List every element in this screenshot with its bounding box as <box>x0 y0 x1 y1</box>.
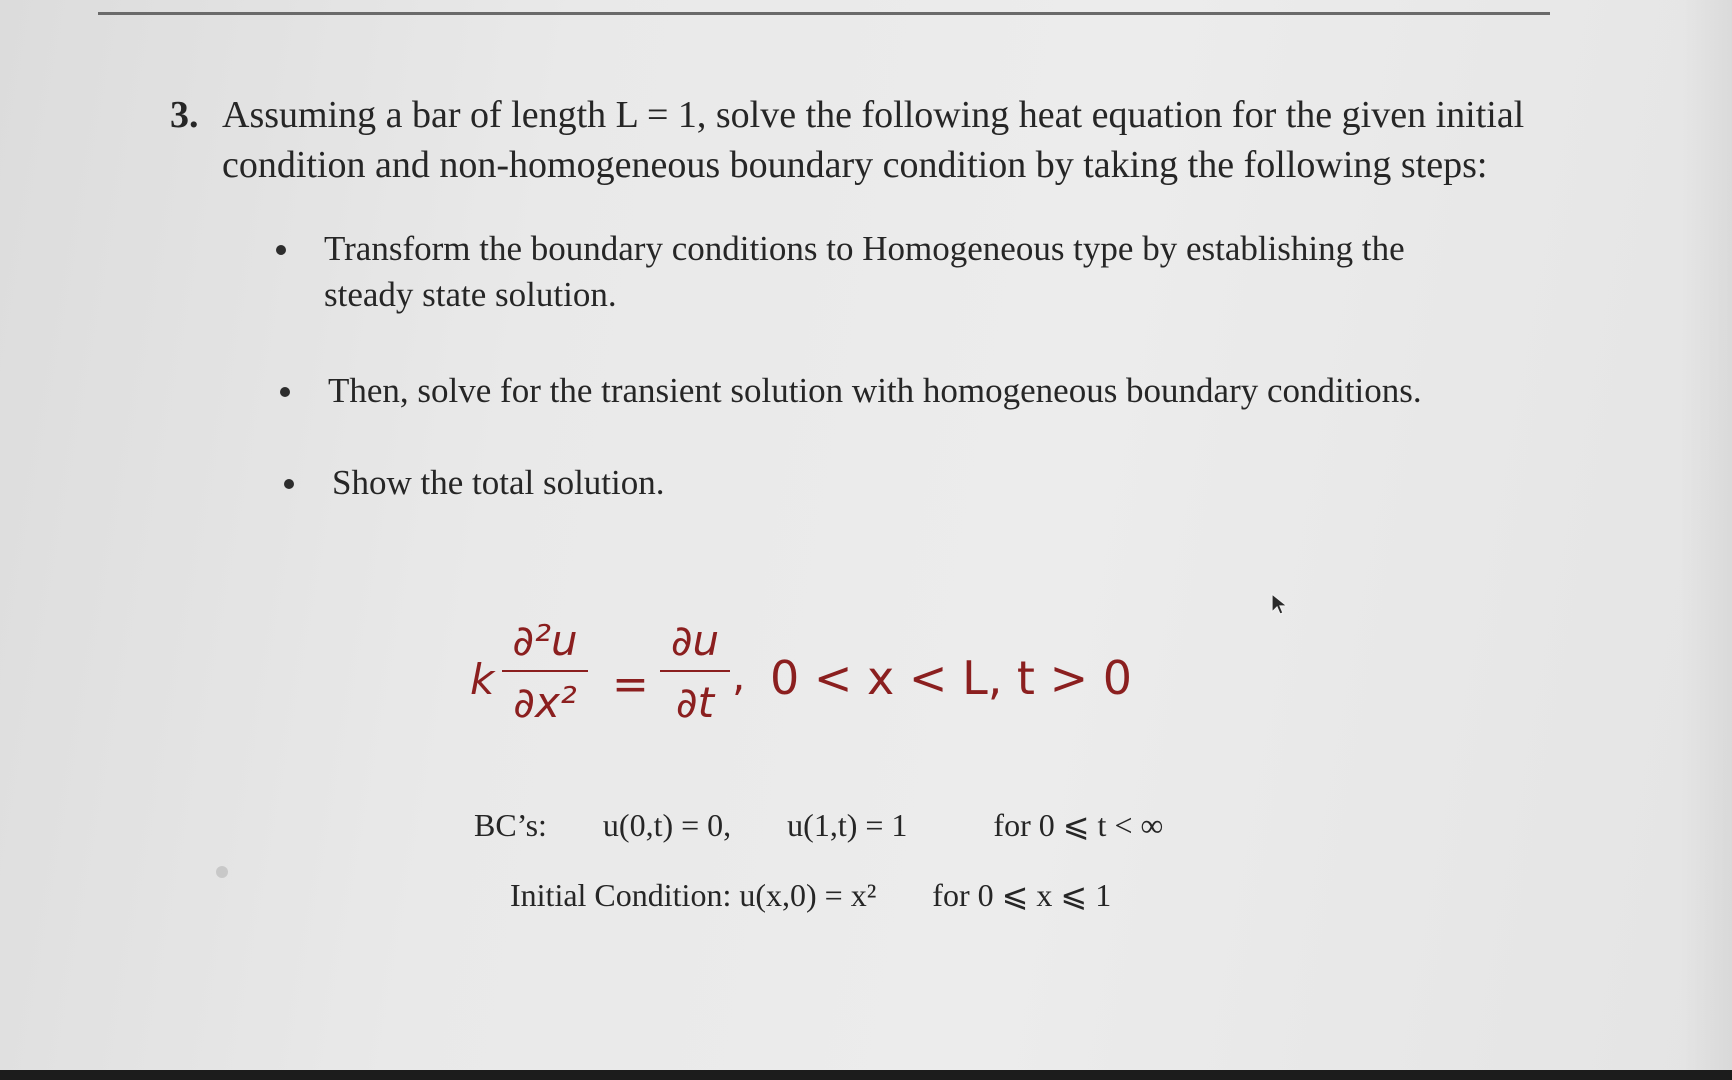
step-text: Then, solve for the transient solution with homogeneous boundary conditions. <box>328 371 1422 410</box>
equation-separator: , <box>732 651 746 700</box>
step-text: Show the total solution. <box>332 463 665 502</box>
step-text: Transform the boundary conditions to Homogeneous type by establishing the steady state solution. <box>324 229 1405 314</box>
bc-right: u(1,t) = 1 <box>787 807 908 843</box>
rhs-denominator: ∂t <box>675 678 715 727</box>
question-line-2: condition and non-homogeneous boundary condition by taking the following steps: <box>222 144 1488 186</box>
bullet-icon <box>276 245 286 255</box>
lhs-denominator: ∂x² <box>513 678 577 727</box>
bullet-icon <box>284 479 294 489</box>
ic-expression: u(x,0) = x² <box>739 877 877 913</box>
top-divider <box>98 12 1550 15</box>
monitor-bezel <box>0 1070 1732 1080</box>
rhs-numerator: ∂u <box>670 616 720 665</box>
lhs-fraction <box>502 615 588 731</box>
heat-equation <box>470 615 1190 755</box>
bc-label: BC’s: <box>474 807 547 843</box>
screen-smudge <box>216 866 228 878</box>
step-item <box>332 460 1472 506</box>
equation-coefficient: k <box>470 655 495 704</box>
bullet-icon <box>280 387 290 397</box>
question-number: 3. <box>170 94 199 136</box>
bc-left: u(0,t) = 0, <box>602 807 732 843</box>
question-line-1 <box>170 90 1550 140</box>
ic-label: Initial Condition: <box>510 877 732 913</box>
step-item <box>328 368 1468 414</box>
boundary-conditions <box>474 806 1163 844</box>
equation-domain: 0 < x < L, t > 0 <box>770 651 1133 705</box>
question-line-1-text: Assuming a bar of length L = 1, solve the following heat equation for the given initial <box>222 94 1525 136</box>
fraction-bar <box>502 670 588 672</box>
question-text <box>170 90 1550 190</box>
screen-shade <box>1680 0 1732 1070</box>
equals-sign: = <box>612 659 649 710</box>
lhs-numerator: ∂²u <box>512 616 578 665</box>
mouse-pointer-icon <box>1270 592 1290 616</box>
bc-range: for 0 ⩽ t < ∞ <box>993 807 1164 843</box>
rhs-fraction <box>660 615 730 731</box>
step-item <box>324 226 1464 318</box>
fraction-bar <box>660 670 730 672</box>
ic-range: for 0 ⩽ x ⩽ 1 <box>932 877 1112 913</box>
initial-condition <box>510 876 1111 914</box>
